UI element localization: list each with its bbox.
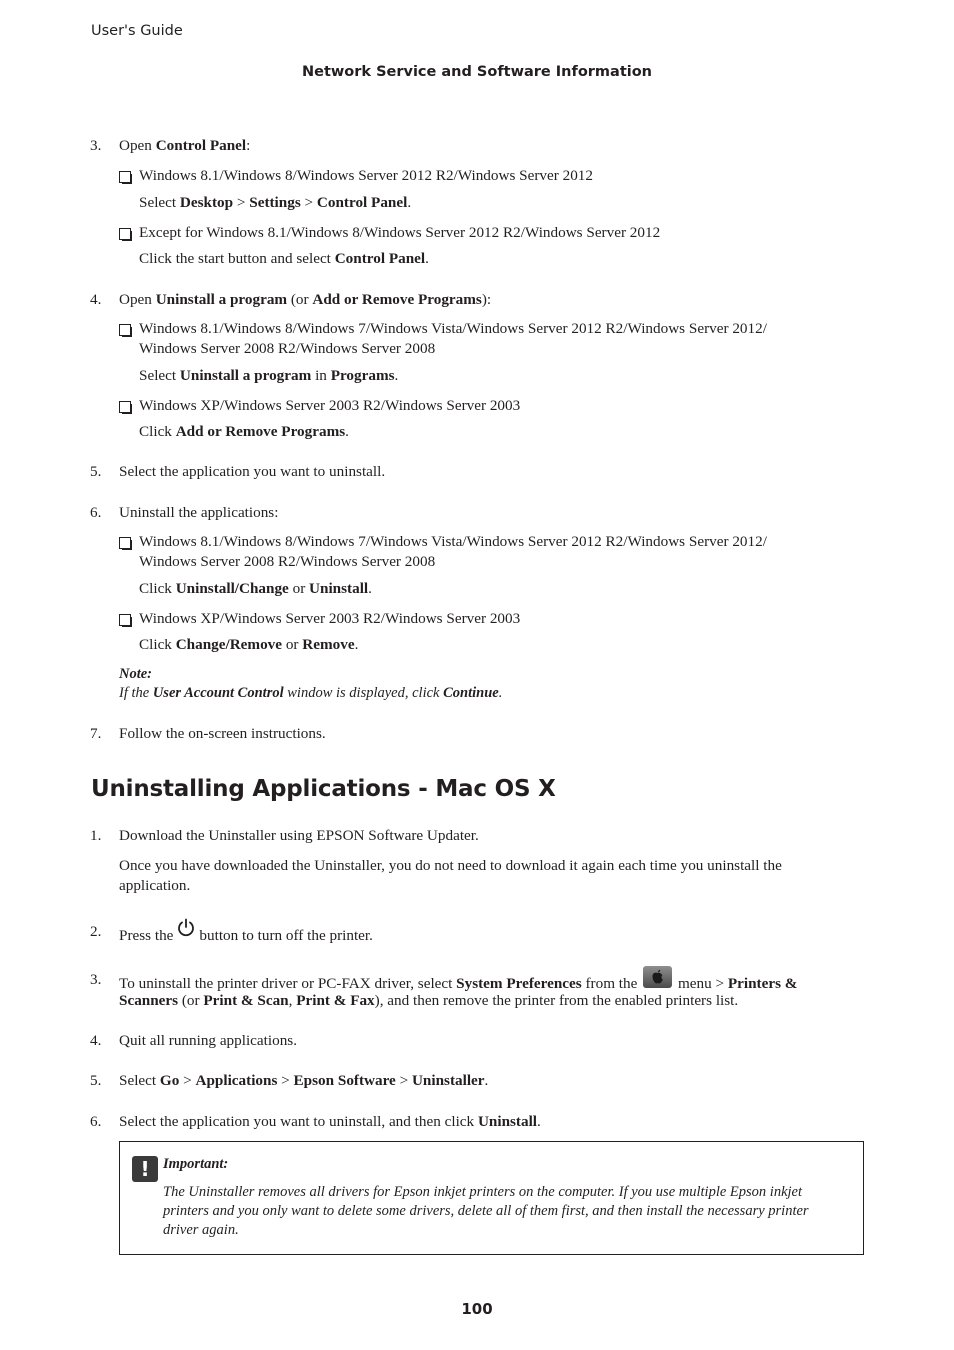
mac-step-2-text: Press the button to turn off the printer. xyxy=(119,918,373,940)
step-7-text: Follow the on-screen instructions. xyxy=(119,725,326,742)
mac-step-4-text: Quit all running applications. xyxy=(119,1032,298,1049)
step-6-text: Uninstall the applications: xyxy=(119,504,279,521)
note-title: Note: xyxy=(119,666,153,682)
mac-step-1-text: Download the Uninstaller using EPSON Software Updater. xyxy=(119,827,479,844)
checkbox-bullet-icon xyxy=(119,167,133,181)
step-number: 2. xyxy=(90,923,102,940)
mac-step-1-para: application. xyxy=(119,877,191,894)
checkbox-bullet-icon xyxy=(119,224,133,238)
instruction: Click Change/Remove or Remove. xyxy=(139,636,359,653)
os-condition: Windows 8.1/Windows 8/Windows 7/Windows Vista/Windows Server 2012 R2/Windows Server 2012/ xyxy=(139,320,767,337)
step-3-text: Open Control Panel: xyxy=(119,137,251,154)
instruction: Select Desktop > Settings > Control Panel. xyxy=(139,194,412,211)
page-number: 100 xyxy=(461,1300,493,1318)
checkbox-bullet-icon xyxy=(119,397,133,411)
apple-menu-icon xyxy=(643,966,672,988)
step-number: 4. xyxy=(90,291,102,308)
mac-step-3-text: To uninstall the printer driver or PC-FAX driver, select System Preferences from the menu > Printers & xyxy=(119,966,797,988)
important-text: driver again. xyxy=(163,1222,239,1238)
os-condition: Windows Server 2008 R2/Windows Server 2008 xyxy=(139,553,436,570)
os-condition: Except for Windows 8.1/Windows 8/Windows Server 2012 R2/Windows Server 2012 xyxy=(139,224,661,241)
os-condition: Windows XP/Windows Server 2003 R2/Windows Server 2003 xyxy=(139,397,521,414)
important-text: printers and you only want to delete some drivers, delete all of them first, and then install the necessary printer xyxy=(163,1203,809,1219)
instruction: Click the start button and select Control Panel. xyxy=(139,250,429,267)
checkbox-bullet-icon xyxy=(119,320,133,334)
important-text: The Uninstaller removes all drivers for Epson inkjet printers on the computer. If you use multiple Epson inkjet xyxy=(163,1184,802,1200)
exclamation-icon: ! xyxy=(132,1156,158,1182)
step-5-text: Select the application you want to uninstall. xyxy=(119,463,386,480)
os-condition: Windows Server 2008 R2/Windows Server 2008 xyxy=(139,340,436,357)
step-number: 4. xyxy=(90,1032,102,1049)
mac-step-1-para: Once you have downloaded the Uninstaller, you do not need to download it again each time you uninstall the xyxy=(119,857,782,874)
step-number: 3. xyxy=(90,137,102,154)
step-number: 3. xyxy=(90,971,102,988)
mac-step-6-text: Select the application you want to uninstall, and then click Uninstall. xyxy=(119,1113,541,1130)
os-condition: Windows XP/Windows Server 2003 R2/Windows Server 2003 xyxy=(139,610,521,627)
header-guide-title: User's Guide xyxy=(91,23,183,39)
step-4-text: Open Uninstall a program (or Add or Remove Programs): xyxy=(119,291,492,308)
section-heading: Uninstalling Applications - Mac OS X xyxy=(91,776,556,802)
note-text: If the User Account Control window is displayed, click Continue. xyxy=(119,685,503,701)
header-section-title: Network Service and Software Information xyxy=(301,64,653,80)
checkbox-bullet-icon xyxy=(119,533,133,547)
step-number: 1. xyxy=(90,827,102,844)
os-condition: Windows 8.1/Windows 8/Windows 7/Windows Vista/Windows Server 2012 R2/Windows Server 2012/ xyxy=(139,533,767,550)
step-number: 6. xyxy=(90,504,102,521)
step-number: 6. xyxy=(90,1113,102,1130)
os-condition: Windows 8.1/Windows 8/Windows Server 2012 R2/Windows Server 2012 xyxy=(139,167,593,184)
mac-step-3-text-cont: Scanners (or Print & Scan, Print & Fax), and then remove the printer from the enabled printers list. xyxy=(119,992,739,1009)
important-title: Important: xyxy=(163,1156,229,1172)
step-number: 5. xyxy=(90,463,102,480)
power-icon xyxy=(176,918,196,938)
instruction: Click Uninstall/Change or Uninstall. xyxy=(139,580,372,597)
step-number: 7. xyxy=(90,725,102,742)
step-number: 5. xyxy=(90,1072,102,1089)
instruction: Select Uninstall a program in Programs. xyxy=(139,367,399,384)
mac-step-5-text: Select Go > Applications > Epson Software > Uninstaller. xyxy=(119,1072,489,1089)
checkbox-bullet-icon xyxy=(119,610,133,624)
instruction: Click Add or Remove Programs. xyxy=(139,423,349,440)
